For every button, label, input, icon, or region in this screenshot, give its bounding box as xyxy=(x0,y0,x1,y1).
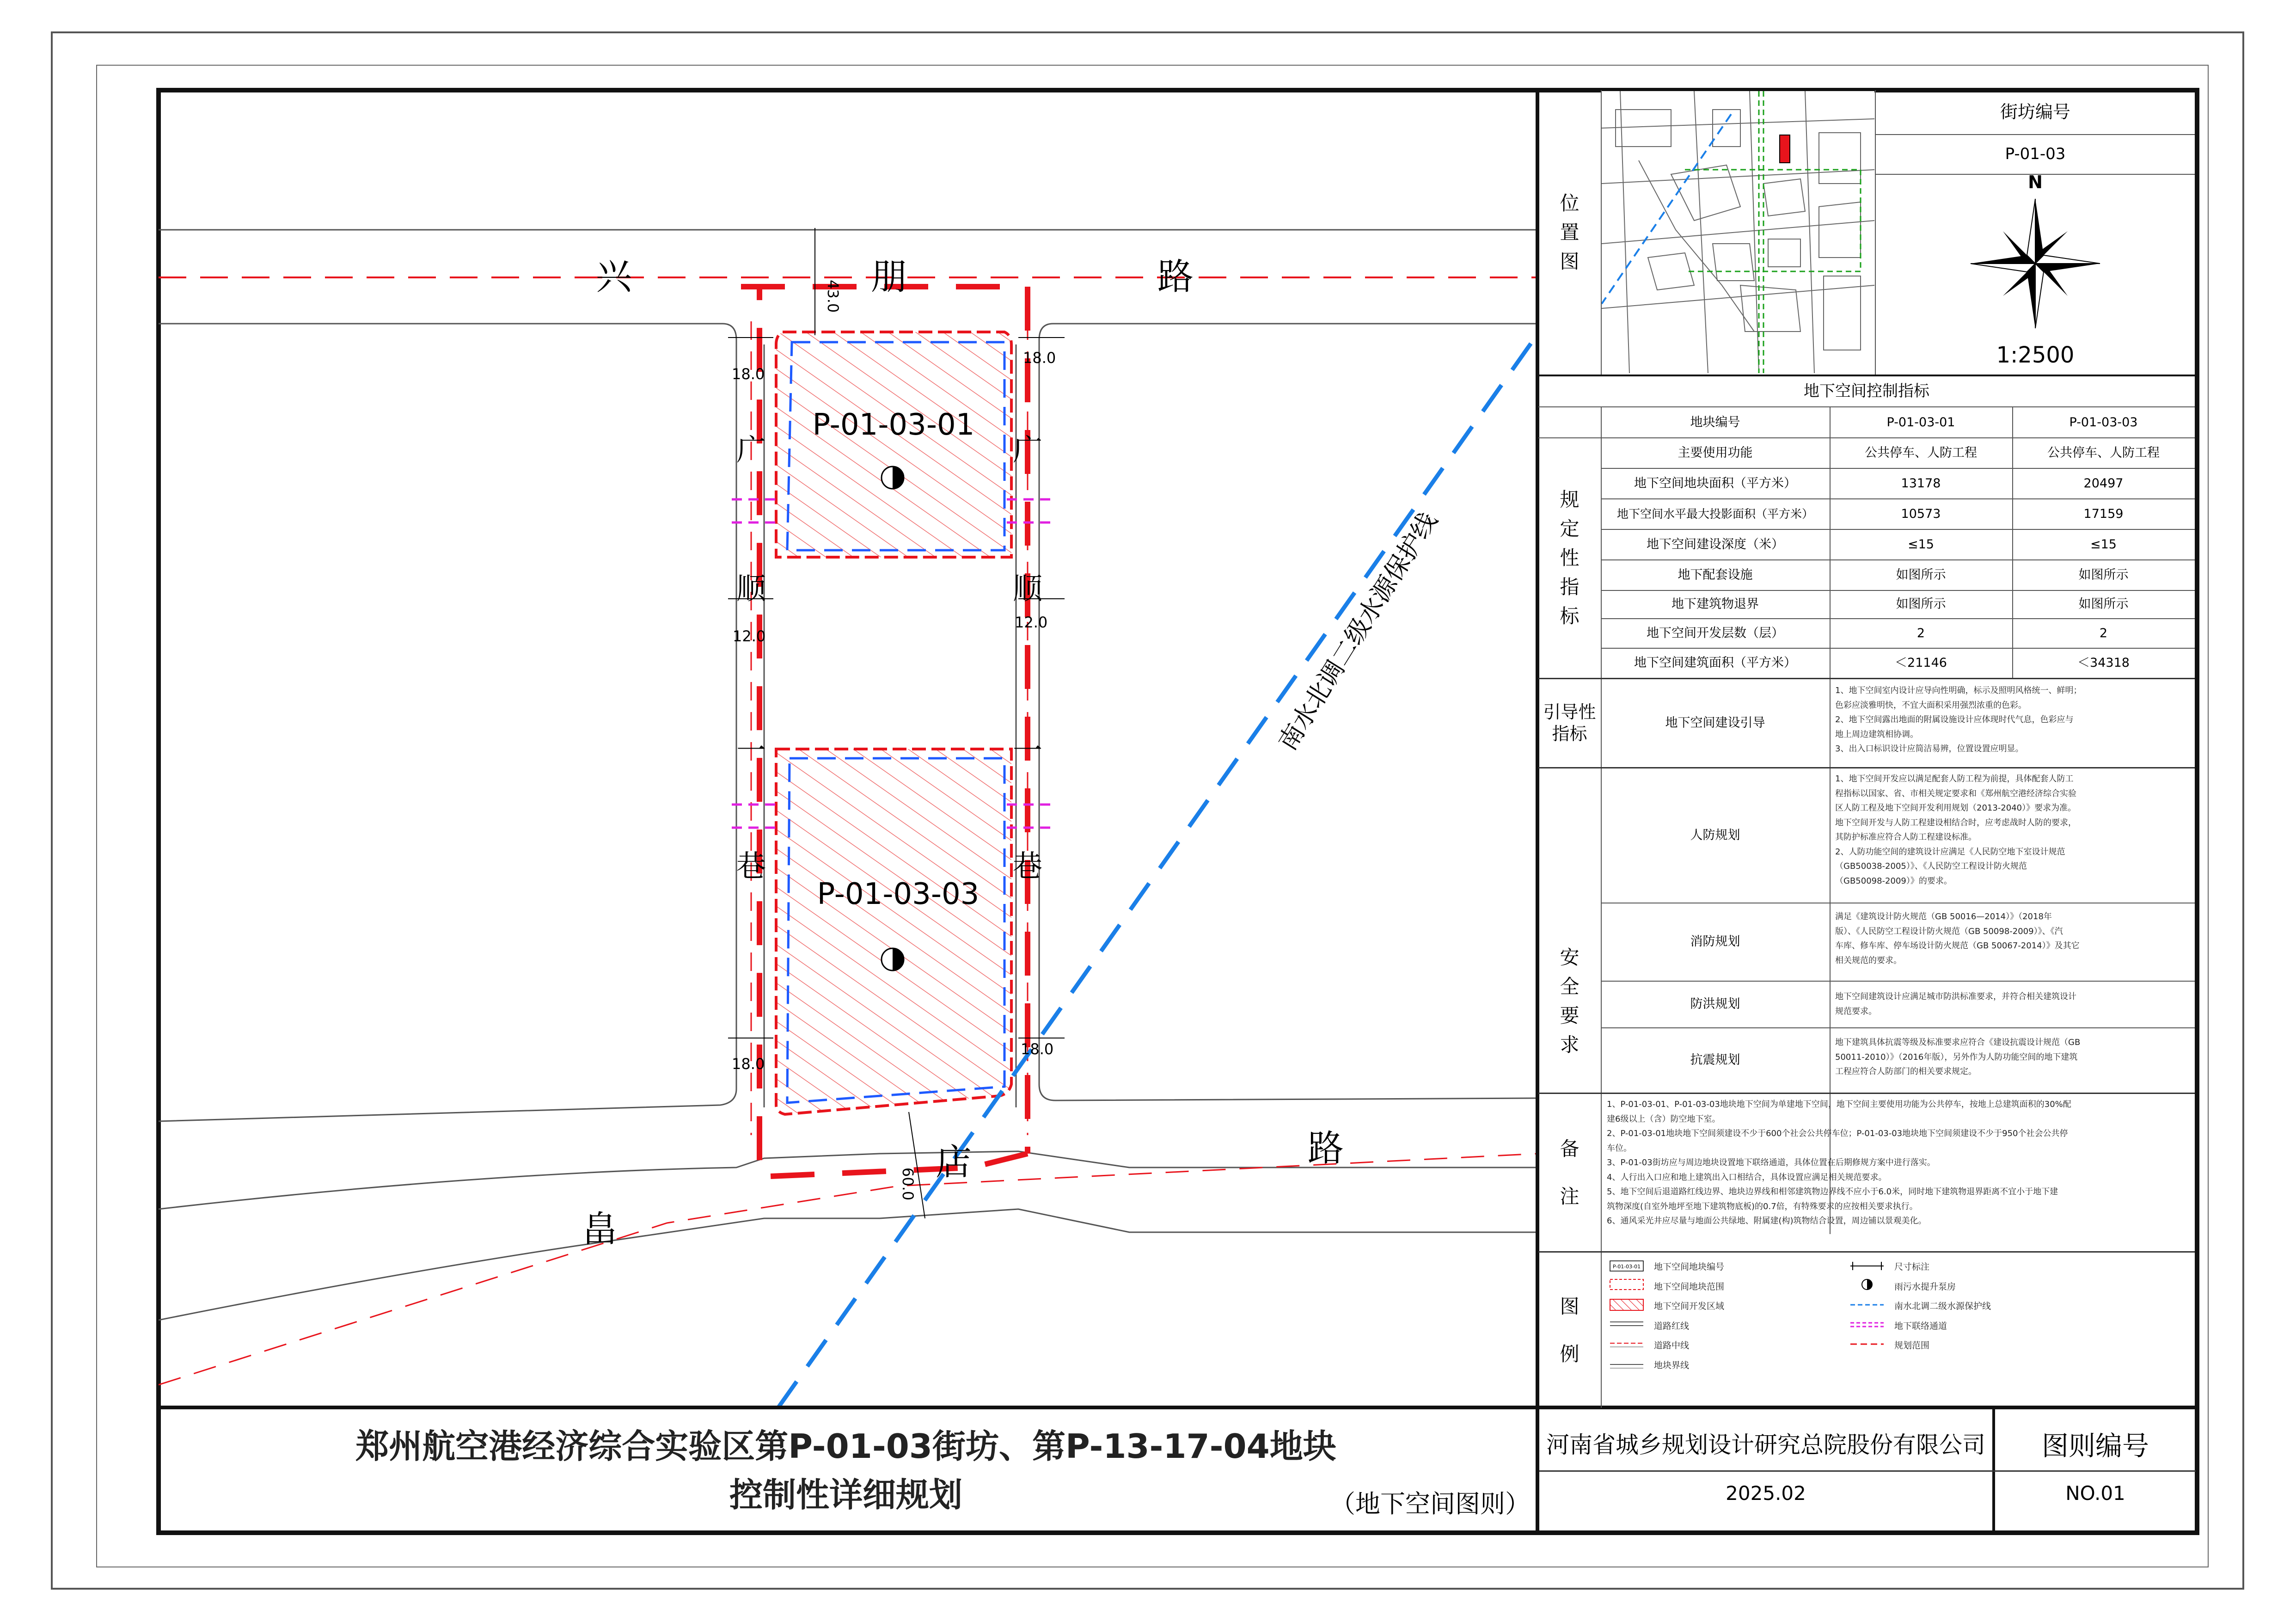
remarks-text-line: 建6级以上（含）防空地下室。 xyxy=(1607,1114,1720,1124)
row-value-a: 公共停车、人防工程 xyxy=(1865,445,1977,460)
legend-right-labels xyxy=(1894,1257,1991,1356)
legend-item-label: 地下空间开发区域 xyxy=(1654,1301,1725,1311)
regulatory-label-char: 性 xyxy=(1560,546,1580,569)
legend-item-label: 道路红线 xyxy=(1654,1321,1690,1331)
road-east-char-2: 顺 xyxy=(1013,572,1042,606)
road-east-char-1: 广 xyxy=(1013,433,1042,467)
row-value-b: 如图所示 xyxy=(2078,567,2129,582)
guide-text-line: 3、出入口标识设计应简洁易辨，位置设置应明显。 xyxy=(1835,744,2024,754)
safety-item-name: 抗震规划 xyxy=(1690,1053,1740,1068)
row-name: 地下建筑物退界 xyxy=(1671,597,1759,612)
safety-label-char: 全 xyxy=(1560,975,1580,998)
dimension-right-mid: 12.0 xyxy=(1015,614,1048,631)
company-name: 河南省城乡规划设计研究总院股份有限公司 xyxy=(1546,1432,1985,1458)
safety-item-name: 防洪规划 xyxy=(1690,997,1740,1012)
block-number-header: 街坊编号 xyxy=(2000,101,2070,122)
safety-item-text xyxy=(1835,1035,2191,1079)
remarks-label-char: 备 xyxy=(1560,1137,1580,1160)
safety-text-line: 相关规范的要求。 xyxy=(1835,955,1902,965)
road-west-char-4: 巷 xyxy=(736,849,766,884)
col-header-a: P-01-03-01 xyxy=(1886,415,1955,430)
dimension-right-upper: 18.0 xyxy=(1023,349,1056,367)
drawing-title-line1: 郑州航空港经济综合实验区第P-01-03街坊、第P-13-17-04地块 xyxy=(355,1427,1336,1466)
legend-label xyxy=(1538,1253,1601,1408)
safety-item-name: 消防规划 xyxy=(1690,934,1740,949)
safety-text-line: 满足《建筑设计防火规范（GB 50016—2014）》（2018年 xyxy=(1835,912,2052,922)
road-edge-west-block xyxy=(159,324,736,1121)
title-divider-1 xyxy=(1536,1408,1539,1533)
legend-item-label: 地下联络通道 xyxy=(1894,1321,1947,1331)
safety-text-line: 工程应符合人防部门的相关要求规定。 xyxy=(1835,1067,1977,1076)
regulatory-label-char: 规 xyxy=(1560,488,1580,511)
safety-text-line: 程指标以国家、省、市相关规定要求和《郑州航空港经济综合实验 xyxy=(1835,788,2076,799)
safety-text-line: （GB50098-2009）》的要求。 xyxy=(1835,876,1952,886)
safety-text-line: 地下空间建筑设计应满足城市防洪标准要求，并符合相关建筑设计 xyxy=(1835,992,2076,1001)
legend-item-label: 地下空间地块范围 xyxy=(1654,1281,1725,1292)
safety-text-line: （GB50038-2005）》、《人民防空工程设计防火规范 xyxy=(1835,861,2027,871)
dimension-left-lower: 18.0 xyxy=(732,1055,765,1073)
legend-item-label: 雨污水提升泵房 xyxy=(1894,1281,1956,1292)
scale-label: 1:2500 xyxy=(1996,342,2075,368)
road-edge-north-bottom xyxy=(1039,324,1538,340)
location-map xyxy=(1602,91,1874,373)
row-value-a: 10573 xyxy=(1901,506,1941,521)
north-label: N xyxy=(2028,172,2043,193)
dimension-bottom: 60.0 xyxy=(899,1167,917,1201)
remarks-text-line: 1、P-01-03-01、P-01-03-03地块地下空间为单建地下空间，地下空间主要使用功能为公共停车，按地上总建筑面积的30%配 xyxy=(1607,1100,2071,1109)
safety-text-line: 2、人防功能空间的建筑设计应满足《人民防空地下室设计规范 xyxy=(1835,847,2065,857)
safety-text-line: 地下建筑具体抗震等级及标准要求应符合《建设抗震设计规范（GB xyxy=(1835,1038,2081,1047)
road-west-char-3: 一 xyxy=(736,734,766,768)
legend-label-char: 例 xyxy=(1560,1343,1580,1365)
legend-item-label: 规划范围 xyxy=(1894,1340,1930,1351)
col-header-name: 地块编号 xyxy=(1690,415,1740,430)
row-value-a: ≤15 xyxy=(1908,537,1934,552)
legend-item-label: 尺寸标注 xyxy=(1894,1262,1930,1272)
road-north-char-1: 兴 xyxy=(595,256,632,298)
row-name: 地下空间开发层数（层） xyxy=(1647,626,1784,640)
road-south-char-2: 店 xyxy=(935,1142,972,1183)
row-value-b: 20497 xyxy=(2083,476,2124,491)
guide-text-line: 1、地下空间室内设计应导向性明确，标示及照明风格统一、鲜明； xyxy=(1835,686,2082,695)
safety-text-line: 1、地下空间开发应以满足配套人防工程为前提，具体配套人防工 xyxy=(1835,774,2074,784)
table-title: 地下空间控制指标 xyxy=(1804,382,1929,401)
legend-item-label: 南水北调二级水源保护线 xyxy=(1894,1301,1991,1311)
row-value-b: ≤15 xyxy=(2090,537,2117,552)
row-name: 地下配套设施 xyxy=(1678,567,1753,582)
road-south-char-1: 畠 xyxy=(582,1209,618,1250)
dimension-left-mid: 12.0 xyxy=(733,627,766,645)
row-value-a: 13178 xyxy=(1901,476,1941,491)
row-value-b: 2 xyxy=(2099,626,2108,640)
road-north-char-3: 路 xyxy=(1157,256,1194,298)
location-label-char: 置 xyxy=(1560,221,1580,244)
road-south-char-3: 路 xyxy=(1307,1128,1344,1169)
remarks-text-line: 车位。 xyxy=(1607,1143,1632,1153)
legend-item-label: 地块界线 xyxy=(1654,1360,1690,1370)
location-label-char: 位 xyxy=(1560,192,1580,215)
block-number-value: P-01-03 xyxy=(2005,145,2066,164)
safety-label-char: 安 xyxy=(1560,946,1580,969)
legend-item-label: 道路中线 xyxy=(1654,1340,1690,1351)
safety-label-char: 要 xyxy=(1560,1004,1580,1027)
remarks-text-line: 6、通风采光井应尽量与地面公共绿地、附属建(构)筑物结合设置，周边铺以景观美化。 xyxy=(1607,1216,1927,1226)
regulatory-label-char: 定 xyxy=(1560,517,1580,540)
guide-name: 地下空间建设引导 xyxy=(1665,716,1765,731)
row-name: 地下空间建筑面积（平方米） xyxy=(1634,655,1796,670)
row-value-b: 如图所示 xyxy=(2078,597,2129,612)
safety-text-line: 版）、《人民防空工程设计防火规范（GB 50098-2009）》、《汽 xyxy=(1835,926,2063,936)
row-name: 地下空间水平最大投影面积（平方米） xyxy=(1616,507,1813,521)
safety-item-text xyxy=(1835,909,2191,968)
safety-text-line: 50011-2010）》（2016年版），另外作为人防功能空间的地下建筑 xyxy=(1835,1052,2078,1062)
safety-label-char: 求 xyxy=(1560,1033,1580,1056)
north-arrow-icon xyxy=(1968,178,2102,335)
control-panel xyxy=(1538,90,2195,1408)
dimension-left-upper: 18.0 xyxy=(732,365,765,383)
row-value-a: 2 xyxy=(1916,626,1925,640)
row-value-b: 17159 xyxy=(2083,506,2124,521)
parcel-label-03: P-01-03-03 xyxy=(817,877,980,911)
regulatory-label-char: 标 xyxy=(1560,604,1580,627)
safety-item-text xyxy=(1835,989,2191,1019)
row-name: 地下空间地块面积（平方米） xyxy=(1634,476,1796,491)
parcel-boundary-03 xyxy=(776,749,1011,1114)
safety-text-line: 规范要求。 xyxy=(1835,1006,1877,1016)
dimension-right-lower: 18.0 xyxy=(1021,1040,1054,1058)
row-value-a: ＜21146 xyxy=(1895,655,1947,670)
drawing-number: NO.01 xyxy=(2065,1482,2125,1505)
row-name: 主要使用功能 xyxy=(1678,445,1753,460)
guide-text xyxy=(1835,683,2191,756)
legend-sample-id: P-01-03-01 xyxy=(1612,1264,1641,1270)
row-value-a: 如图所示 xyxy=(1896,567,1946,582)
regulatory-label-char: 指 xyxy=(1560,575,1580,598)
remarks-text-line: 2、P-01-03-01地块地下空间须建设不少于600个社会公共停车位；P-01-03-03地块地下空间须建设不少于950个社会公共停 xyxy=(1607,1129,2068,1138)
protection-line-label: 南水北调二级水源保护线 xyxy=(1273,507,1443,756)
regulatory-label xyxy=(1538,437,1601,678)
guide-text-line: 色彩应淡雅明快，不宜大面积采用强烈浓重的色彩。 xyxy=(1835,700,2027,710)
row-value-b: 公共停车、人防工程 xyxy=(2047,445,2160,460)
legend-item-label: 地下空间地块编号 xyxy=(1654,1262,1725,1272)
road-west-char-1: 广 xyxy=(736,433,766,467)
legend-label-char: 图 xyxy=(1560,1295,1580,1318)
legend-left-labels xyxy=(1654,1257,1724,1375)
safety-text-line: 区人防工程及地下空间开发利用规划（2013-2040）》要求为准。 xyxy=(1835,803,2076,813)
guide-label: 引导性指标 xyxy=(1543,701,1596,744)
location-label xyxy=(1538,90,1601,375)
road-east-char-4: 巷 xyxy=(1013,849,1042,884)
location-label-char: 图 xyxy=(1560,250,1580,273)
location-marker xyxy=(1780,135,1790,163)
safety-text-line: 地下空间开发与人防工程建设相结合时，应考虑战时人防的要求， xyxy=(1835,817,2076,828)
guide-text-line: 2、地下空间露出地面的附属设施设计应体现时代气息，色彩应与 xyxy=(1835,715,2074,725)
site-plan-map xyxy=(159,90,1538,1408)
remarks-text-line: 筑物深度(自室外地坪至地下建筑物底板)的0.7倍，有特殊要求的应按相关要求执行。 xyxy=(1607,1201,1918,1211)
remarks-label xyxy=(1538,1094,1601,1251)
safety-item-name: 人防规划 xyxy=(1690,828,1740,843)
road-east-char-3: 一 xyxy=(1013,734,1042,768)
row-value-b: ＜34318 xyxy=(2077,655,2130,670)
road-west-char-2: 顺 xyxy=(736,572,766,606)
row-name: 地下空间建设深度（米） xyxy=(1647,537,1784,552)
safety-text-line: 车库、修车库、停车场设计防火规范（GB 50067-2014）》及其它 xyxy=(1835,941,2080,951)
parcel-label-01: P-01-03-01 xyxy=(812,408,975,442)
drawing-subtitle: （地下空间图则） xyxy=(1330,1489,1530,1518)
remarks-text-line: 3、P-01-03街坊应与周边地块设置地下联络通道，具体位置在后期修规方案中进行落实。 xyxy=(1607,1158,1935,1167)
drawing-date: 2025.02 xyxy=(1726,1482,1806,1505)
remarks-text xyxy=(1607,1097,2192,1229)
guide-text-line: 地上周边建筑相协调。 xyxy=(1835,729,1918,739)
remarks-text-line: 5、地下空间后退道路红线边界、地块边界线和相邻建筑物边界线不应小于6.0米，同时地下建筑物退界距离不宜小于地下建 xyxy=(1607,1187,2058,1197)
row-value-a: 如图所示 xyxy=(1896,597,1946,612)
drawing-number-label: 图则编号 xyxy=(2041,1430,2149,1462)
safety-item-text xyxy=(1835,772,2191,888)
parcel-boundary-01 xyxy=(776,332,1011,557)
drawing-title-line2: 控制性详细规划 xyxy=(729,1475,962,1514)
road-edge-south-lower xyxy=(159,1209,1538,1320)
dimension-top: 43.0 xyxy=(824,280,842,313)
safety-text-line: 其防护标准应符合人防工程建设标准。 xyxy=(1835,832,1977,842)
remarks-text-line: 4、人行出入口应和地上建筑出入口相结合，具体设置应满足相关规范要求。 xyxy=(1607,1172,1887,1182)
col-header-b: P-01-03-03 xyxy=(2069,415,2138,430)
remarks-label-char: 注 xyxy=(1560,1185,1580,1208)
road-north-char-2: 朋 xyxy=(870,256,907,298)
title-divider-3 xyxy=(1539,1470,2196,1472)
